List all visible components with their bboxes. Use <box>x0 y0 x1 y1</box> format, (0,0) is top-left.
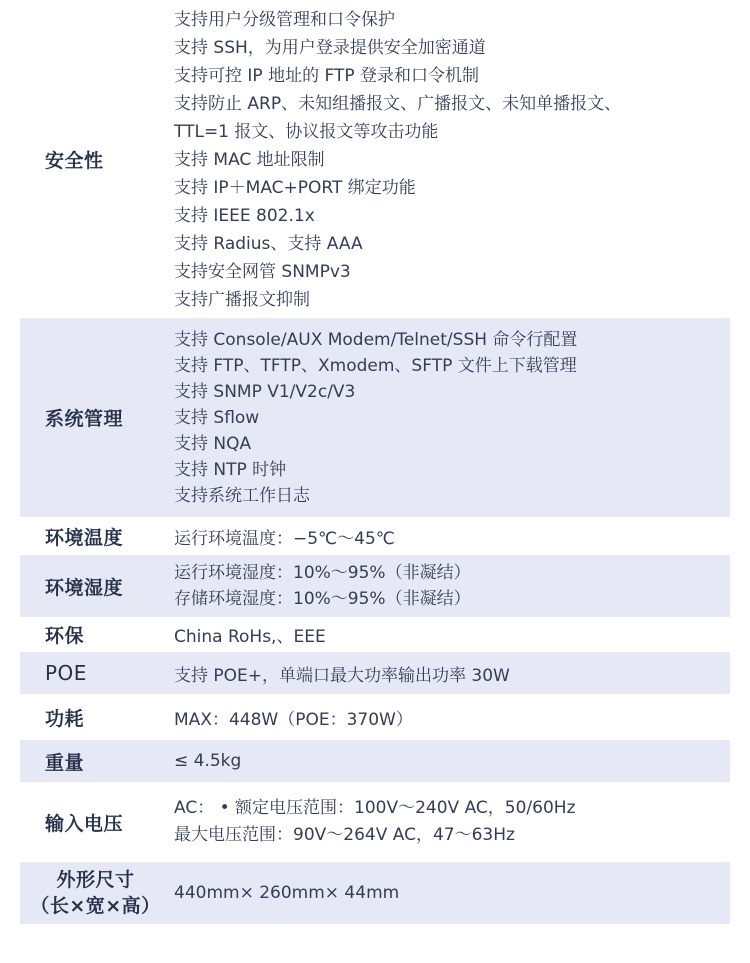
spec-value <box>174 617 720 652</box>
spec-label: 功耗 <box>45 707 85 730</box>
spec-line: 支持防止 ARP、未知组播报文、广播报文、未知单播报文、 <box>174 94 622 114</box>
spec-row-input-voltage <box>20 782 730 862</box>
spec-line: 支持 Radius、支持 AAA <box>174 234 363 254</box>
spec-line: 支持 Sflow <box>174 407 260 428</box>
spec-value <box>174 318 720 517</box>
spec-line: 440mm× 260mm× 44mm <box>174 883 400 903</box>
spec-line: 支持可控 IP 地址的 FTP 登录和口令机制 <box>174 66 479 86</box>
spec-line: 支持安全网管 SNMPv3 <box>174 262 351 282</box>
spec-label: 环境湿度 <box>45 576 124 599</box>
spec-row-dimensions <box>20 862 730 924</box>
spec-line: China RoHs,、EEE <box>174 627 326 647</box>
spec-line: 支持 NTP 时钟 <box>174 459 287 480</box>
spec-label-line: 外形尺寸 <box>56 869 135 891</box>
spec-line: 支持 IEEE 802.1x <box>174 206 315 226</box>
spec-line: MAX：448W（POE：370W） <box>174 709 413 730</box>
spec-value <box>174 517 720 555</box>
spec-row-environmental <box>20 617 730 652</box>
spec-label: 环境温度 <box>45 526 124 549</box>
spec-line: ≤ 4.5kg <box>174 751 242 771</box>
spec-line: 支持 POE+，单端口最大功率输出功率 30W <box>174 665 510 686</box>
spec-line: 支持 SNMP V1/V2c/V3 <box>174 381 356 402</box>
spec-value <box>174 694 720 740</box>
spec-line: 支持 NQA <box>174 433 252 454</box>
spec-value <box>174 555 720 617</box>
spec-label: 输入电压 <box>45 812 124 835</box>
spec-line: 运行环境温度：−5℃～45℃ <box>174 528 395 549</box>
spec-line: 支持 IP＋MAC+PORT 绑定功能 <box>174 178 416 198</box>
spec-value <box>174 652 720 694</box>
spec-row-weight <box>20 740 730 782</box>
spec-line: 支持广播报文抑制 <box>174 290 310 310</box>
spec-value <box>174 740 720 782</box>
spec-row-power-consumption <box>20 694 730 740</box>
spec-line: 支持用户分级管理和口令保护 <box>174 10 395 30</box>
spec-line: 运行环境湿度：10%～95%（非凝结） <box>174 563 471 583</box>
spec-label-line: （长×宽×高） <box>30 895 161 917</box>
spec-row-system-management <box>20 318 730 517</box>
spec-label: 环保 <box>45 625 85 647</box>
spec-line: AC： • 额定电压范围：100V～240V AC，50/60Hz <box>174 798 576 818</box>
spec-value <box>174 6 720 318</box>
spec-line: 存储环境湿度：10%～95%（非凝结） <box>174 589 471 609</box>
spec-row-humidity <box>20 555 730 617</box>
spec-label: POE <box>45 661 87 685</box>
spec-label: 安全性 <box>45 149 104 172</box>
spec-line: 支持 SSH，为用户登录提供安全加密通道 <box>174 38 486 58</box>
spec-row-poe <box>20 652 730 694</box>
spec-line: 最大电压范围：90V～264V AC，47～63Hz <box>174 825 515 845</box>
spec-row-temperature <box>20 517 730 555</box>
spec-value <box>174 862 720 924</box>
spec-line: 支持 Console/AUX Modem/Telnet/SSH 命令行配置 <box>174 329 578 350</box>
spec-label: 重量 <box>45 751 85 774</box>
spec-line: 支持 FTP、TFTP、Xmodem、SFTP 文件上下载管理 <box>174 355 577 376</box>
spec-label: 系统管理 <box>45 408 124 430</box>
spec-line: 支持系统工作日志 <box>174 485 310 506</box>
spec-label <box>28 862 163 924</box>
spec-line: TTL=1 报文、协议报文等攻击功能 <box>174 122 439 142</box>
spec-value <box>174 782 720 862</box>
spec-row-security <box>20 0 730 318</box>
spec-line: 支持 MAC 地址限制 <box>174 150 325 170</box>
